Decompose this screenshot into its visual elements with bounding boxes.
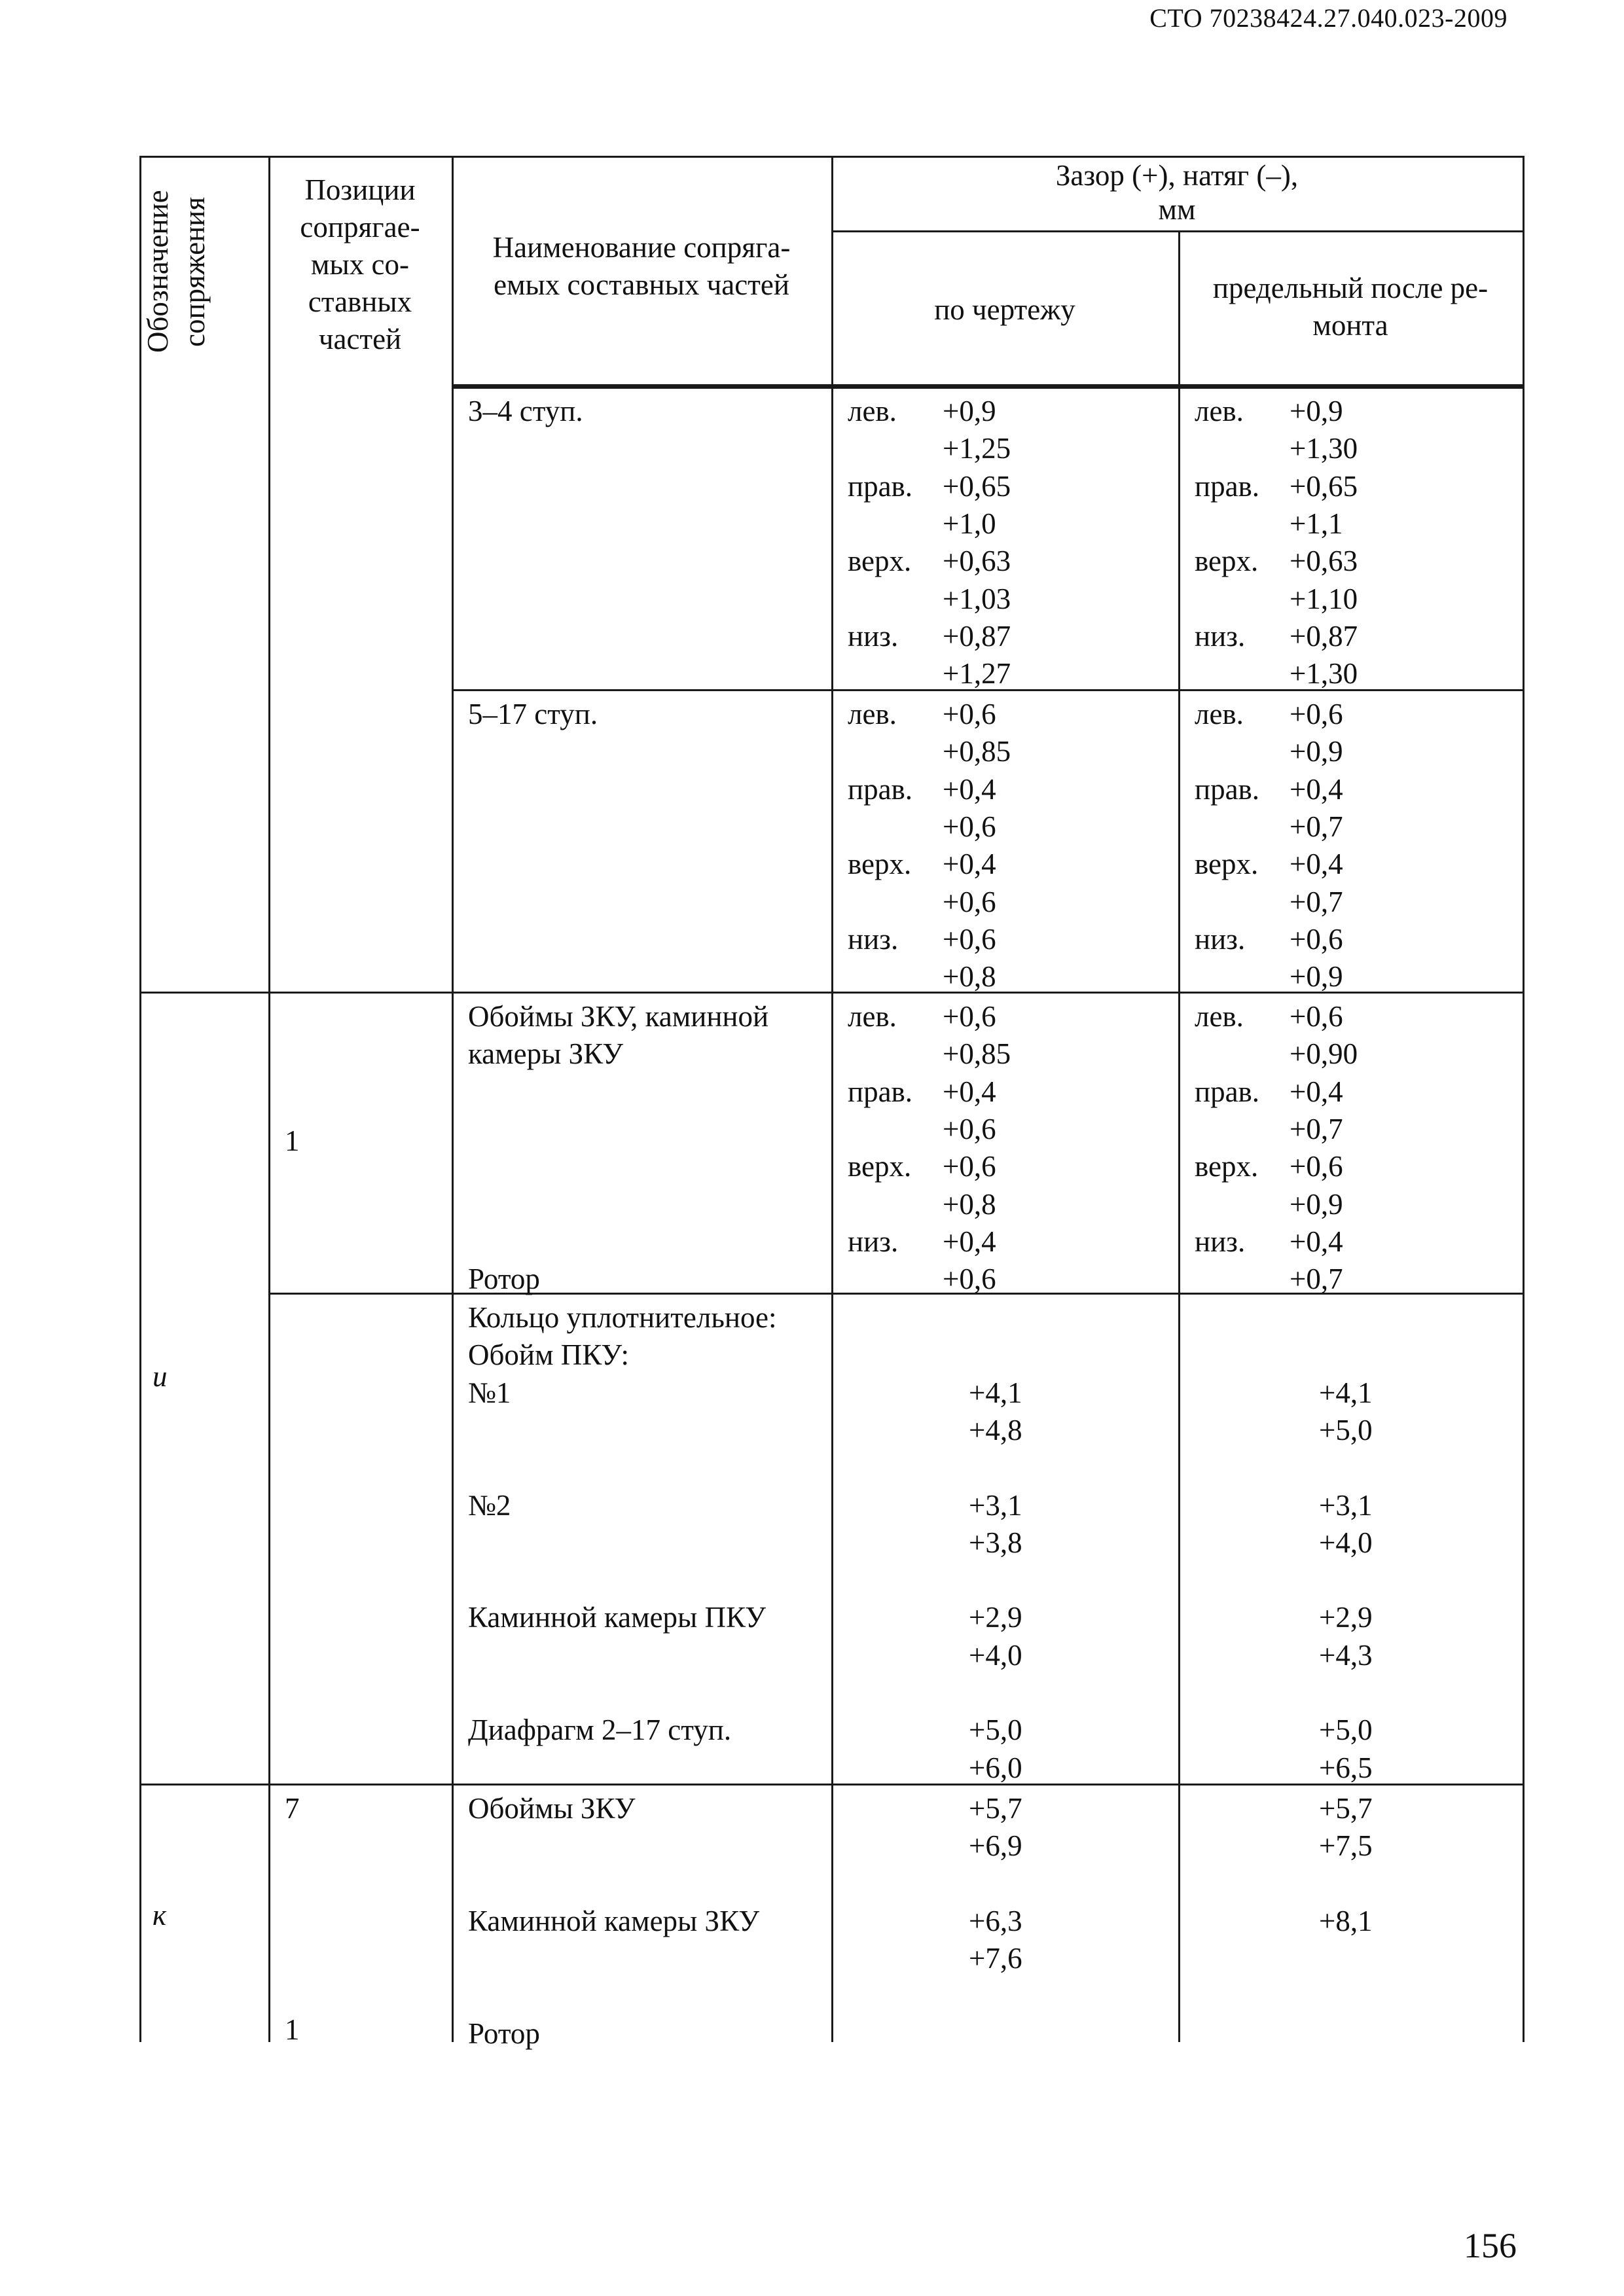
part-name: камеры ЗКУ [468,1037,624,1071]
part-name: Каминной камеры ПКУ [468,1601,767,1634]
side-label: низ. [1195,619,1246,653]
side-label: низ. [848,922,899,956]
gap-value: +0,6 [1290,1150,1343,1183]
column-rule [831,156,833,2042]
gap-value: +0,9 [1290,960,1343,994]
gap-value: +0,7 [1290,810,1343,843]
gap-value: +0,9 [1290,735,1343,768]
gap-value: +4,0 [1319,1526,1373,1559]
side-label: низ. [848,1225,899,1258]
gap-value: +4,8 [969,1413,1022,1446]
gap-value: +0,9 [1290,395,1343,427]
part-name: Ротор [468,1263,540,1296]
part-name: Обоймы ЗКУ, каминной [468,1000,769,1033]
part-name: Обойм ПКУ: [468,1338,629,1372]
header-line: ставных [308,285,412,318]
header-gap-group [831,158,1523,226]
gap-value: +0,63 [943,545,1011,578]
gap-value: +5,0 [1319,1713,1373,1747]
header-line: мых со- [311,248,409,281]
gap-value: +0,7 [1290,1263,1343,1296]
side-label: верх. [1195,545,1259,578]
mating-designation: и [153,1360,168,1393]
side-label: верх. [848,848,912,881]
gap-value: +2,9 [969,1601,1022,1634]
side-label: низ. [848,619,899,653]
gap-value: +0,8 [943,960,996,994]
gap-value: +4,1 [969,1376,1022,1409]
gap-value: +1,27 [943,657,1011,691]
part-name: Ротор [468,2017,540,2050]
gap-value: +1,10 [1290,582,1358,615]
gap-value: +0,4 [1290,1225,1343,1258]
part-name: Каминной камеры ЗКУ [468,1904,760,1937]
column-rule [139,156,141,2042]
side-label: верх. [1195,1150,1259,1183]
gap-value: +0,4 [943,1225,996,1258]
gap-value: +0,90 [1290,1037,1358,1071]
gap-value: +0,4 [1290,1075,1343,1108]
header-line: предельный после ре- [1212,272,1489,304]
header-bottom-rule [452,384,1525,389]
column-rule [268,156,270,2042]
gap-value: +0,4 [1290,848,1343,881]
gap-value: +7,5 [1319,1829,1373,1863]
side-label: верх. [1195,848,1259,881]
side-label: верх. [848,545,912,578]
gap-value: +0,6 [943,1112,996,1145]
gap-value: +0,6 [943,1150,996,1183]
header-designation: Обозначение сопряжения [141,190,211,353]
gap-value: +0,87 [1290,619,1358,653]
header-name [452,229,831,304]
gap-value: +0,6 [943,1263,996,1296]
gap-value: +1,25 [943,432,1011,465]
gap-value: +8,1 [1319,1904,1373,1937]
gap-value: +4,3 [1319,1638,1373,1672]
side-label: прав. [1195,469,1260,503]
part-name: 5–17 ступ. [468,698,598,730]
gap-value: +2,9 [1319,1601,1373,1634]
column-rule [1523,156,1525,2042]
gap-value: +1,30 [1290,432,1358,465]
gap-value: +0,4 [943,848,996,881]
header-line: Наименование сопряга- [492,231,791,264]
header-line: Позиции [304,173,416,206]
gap-value: +0,87 [943,619,1011,653]
gap-value: +6,3 [969,1904,1022,1937]
gap-value: +0,6 [1290,1000,1343,1033]
gap-value: +0,63 [1290,545,1358,578]
header-line: частей [318,323,402,355]
side-label: низ. [1195,922,1246,956]
header-line: сопрягае- [300,211,420,243]
part-name: Диафрагм 2–17 ступ. [468,1713,732,1747]
side-label: лев. [1195,698,1244,730]
gap-value: +0,6 [1290,922,1343,956]
gap-value: +0,7 [1290,885,1343,918]
side-label: низ. [1195,1225,1246,1258]
gap-value: +0,6 [1290,698,1343,730]
side-label: прав. [1195,1075,1260,1108]
header-line: монта [1312,309,1388,342]
side-label: прав. [848,772,913,806]
part-name: 3–4 ступ. [468,395,583,427]
gap-value: +0,6 [943,922,996,956]
gap-value: +0,6 [943,810,996,843]
part-name: Кольцо уплотнительное: [468,1301,777,1334]
position-number: 1 [285,2013,300,2046]
gap-value: +0,6 [943,885,996,918]
gap-value: +6,9 [969,1829,1022,1863]
gap-value: +0,4 [943,772,996,806]
gap-value: +4,0 [969,1638,1022,1672]
gap-value: +0,65 [943,469,1011,503]
row-rule [139,992,452,994]
gap-value: +1,03 [943,582,1011,615]
gap-value: +1,30 [1290,657,1358,691]
gap-value: +6,5 [1319,1751,1373,1784]
gap-value: +0,4 [943,1075,996,1108]
row-rule [139,1784,1525,1785]
position-number: 7 [285,1792,300,1825]
gap-value: +1,0 [943,507,996,540]
part-name: №1 [468,1376,511,1409]
side-label: лев. [848,698,897,730]
header-line: емых составных частей [494,268,789,301]
gap-value: +0,85 [943,1037,1011,1071]
header-limit-after-repair [1178,270,1523,344]
part-name: №2 [468,1488,511,1522]
column-rule [452,156,454,2042]
gap-value: +5,0 [969,1713,1022,1747]
gap-value: +0,4 [1290,772,1343,806]
gap-value: +0,8 [943,1187,996,1221]
side-label: лев. [848,1000,897,1033]
gap-value: +5,0 [1319,1413,1373,1446]
document-code: СТО 70238424.27.040.023-2009 [1149,3,1507,33]
mating-designation: к [153,1899,167,1931]
gap-value: +0,65 [1290,469,1358,503]
side-label: лев. [848,395,897,427]
header-bottom-left [139,386,452,388]
gap-value: +0,6 [943,1000,996,1033]
page-number: 156 [1464,2226,1517,2265]
gap-value: +7,6 [969,1942,1022,1975]
gap-value: +0,9 [1290,1187,1343,1221]
gap-value: +3,1 [1319,1488,1373,1522]
header-positions [268,171,452,358]
gap-value: +5,7 [969,1792,1022,1825]
header-by-drawing: по чертежу [934,293,1075,326]
gap-value: +5,7 [1319,1792,1373,1825]
side-label: прав. [848,1075,913,1108]
column-rule [1178,230,1180,2042]
header-line: Зазор (+), натяг (–), [1055,159,1299,192]
side-label: лев. [1195,1000,1244,1033]
gap-value: +3,1 [969,1488,1022,1522]
gap-value: +1,1 [1290,507,1343,540]
gap-value: +0,9 [943,395,996,427]
side-label: верх. [848,1150,912,1183]
gap-value: +6,0 [969,1751,1022,1784]
gap-value: +4,1 [1319,1376,1373,1409]
side-label: прав. [1195,772,1260,806]
gap-value: +0,85 [943,735,1011,768]
side-label: прав. [848,469,913,503]
gap-value: +3,8 [969,1526,1022,1559]
position-number: 1 [285,1124,300,1157]
gap-value: +0,6 [943,698,996,730]
side-label: лев. [1195,395,1244,427]
header-line: мм [1158,193,1196,226]
part-name: Обоймы ЗКУ [468,1792,636,1825]
gap-value: +0,7 [1290,1112,1343,1145]
